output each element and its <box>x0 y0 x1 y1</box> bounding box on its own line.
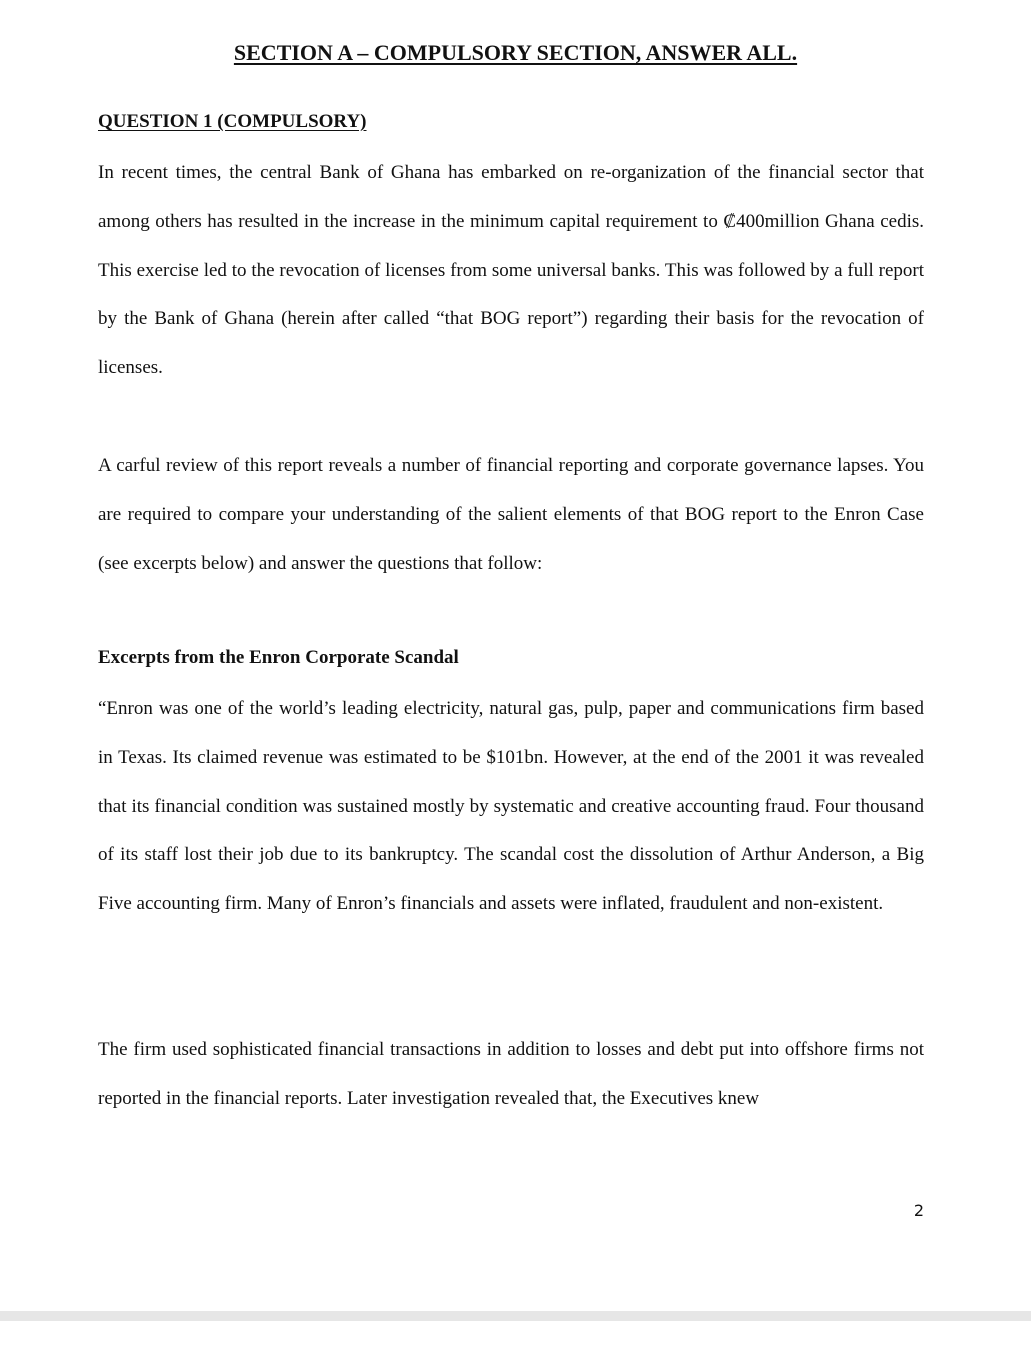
question-heading: QUESTION 1 (COMPULSORY) <box>98 111 367 132</box>
instruction-paragraph: A carful review of this report reveals a number of financial reporting and corporate governance lapses. You are required to compare your understanding of the salient elements of that BOG report to the Enron Case (see excerpts below) and answer the questions that follow: <box>98 455 924 574</box>
enron-excerpt-paragraph-1: “Enron was one of the world’s leading electricity, natural gas, pulp, paper and communications firm based in Texas. Its claimed revenue was estimated to be $101bn. However, at the end of the 2001 it was revealed that its financial condition was sustained mostly by systematic and creative accounting fraud. Four thousand of its staff lost their job due to its bankruptcy. The scandal cost the dissolution of Arthur Anderson, a Big Five accounting firm. Many of Enron’s financials and assets were inflated, fraudulent and non-existent. <box>98 698 924 915</box>
page-separator-bar <box>0 1311 1031 1321</box>
page-number: 2 <box>913 1201 924 1220</box>
section-heading: SECTION A – COMPULSORY SECTION, ANSWER ALL. <box>233 40 798 65</box>
enron-excerpt-paragraph-2: The firm used sophisticated financial transactions in addition to losses and debt put into offshore firms not reported in the financial reports. Later investigation revealed that, the Executives knew <box>98 1039 924 1109</box>
excerpt-heading: Excerpts from the Enron Corporate Scandal <box>98 647 459 668</box>
intro-paragraph: In recent times, the central Bank of Ghana has embarked on re-organization of the financial sector that among others has resulted in the increase in the minimum capital requirement to ₡400million Ghana cedis. This exercise led to the revocation of licenses from some universal banks. This was followed by a full report by the Bank of Ghana (herein after called “that BOG report”) regarding their basis for the revocation of licenses. <box>98 162 924 379</box>
